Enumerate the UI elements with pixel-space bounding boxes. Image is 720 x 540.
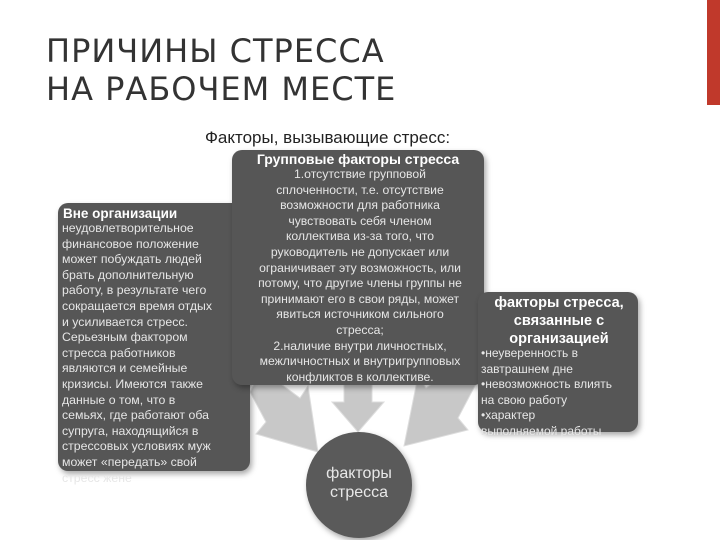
text-line: стрессовых условиях муж bbox=[62, 439, 211, 454]
text-line: выполняемой работы bbox=[481, 423, 602, 438]
text-line: коллектива из-за того, что bbox=[285, 229, 435, 244]
text-line: •невозможность влиять bbox=[481, 377, 613, 391]
group-factors-box bbox=[232, 150, 484, 385]
title-line-2: НА РАБОЧЕМ МЕСТЕ bbox=[46, 70, 397, 108]
text-line: принимают его в свои ряды, может bbox=[260, 291, 460, 306]
text-line: данные о том, что в bbox=[62, 392, 176, 407]
text-line: сокращается время отдых bbox=[62, 298, 212, 313]
circle-label bbox=[306, 464, 412, 502]
text-line: •неуверенность в bbox=[481, 346, 579, 360]
text-line: явиться источником сильного bbox=[276, 307, 444, 322]
text-line: на свою работу bbox=[481, 392, 568, 407]
text-line: финансовое положение bbox=[62, 236, 199, 251]
text-line: неудовлетворительное bbox=[62, 221, 194, 235]
text-line: 2.наличие внутри личностных, bbox=[273, 338, 447, 353]
organization-factors-heading bbox=[481, 294, 637, 348]
heading-line: факторы стресса, bbox=[494, 295, 624, 311]
text-line: руководитель не допускает или bbox=[270, 244, 450, 259]
external-factors-text bbox=[62, 221, 248, 486]
external-factors-heading: Вне организации bbox=[63, 206, 178, 221]
title-line-1: ПРИЧИНЫ СТРЕССА bbox=[46, 32, 385, 70]
circle-label-line-2: стресса bbox=[329, 484, 389, 501]
text-line: конфликтов в коллективе. bbox=[286, 369, 434, 384]
text-line: может побуждать людей bbox=[62, 252, 202, 267]
text-line: кризисы. Имеются также bbox=[62, 376, 203, 391]
heading-line: организацией bbox=[509, 331, 609, 347]
text-line: •характер bbox=[481, 408, 536, 422]
heading-line: связанные с bbox=[513, 313, 605, 329]
text-line: и усиливается стресс. bbox=[62, 314, 188, 329]
text-line: Серьезным фактором bbox=[62, 330, 188, 345]
organization-factors-text bbox=[481, 346, 637, 439]
text-line: работу, в результате чего bbox=[62, 283, 207, 298]
text-line: 1.отсутствие групповой bbox=[294, 167, 426, 181]
circle-label-line-1: факторы bbox=[326, 465, 392, 482]
stress-factors-circle bbox=[306, 432, 412, 538]
slide-subtitle: Факторы, вызывающие стресс: bbox=[205, 128, 451, 147]
external-factors-box bbox=[58, 203, 250, 485]
text-line: сплоченности, т.е. отсутствие bbox=[276, 182, 444, 197]
text-line: потому, что другие члены группы не bbox=[258, 276, 462, 291]
organization-factors-box bbox=[478, 292, 638, 438]
text-line: может «передать» свой bbox=[62, 454, 197, 469]
text-line: стресса; bbox=[336, 322, 384, 337]
text-line: ограничивает эту возможность, или bbox=[259, 260, 461, 275]
text-line: завтрашнем дне bbox=[481, 361, 573, 376]
text-line: возможности для работника bbox=[280, 198, 440, 213]
text-line: семьях, где работают оба bbox=[62, 408, 209, 423]
text-line: брать дополнительную bbox=[62, 267, 194, 282]
text-line: супруга, находящийся в bbox=[62, 423, 199, 438]
text-line: межличностных и внутригрупповых bbox=[259, 354, 461, 369]
group-factors-heading: Групповые факторы стресса bbox=[256, 151, 460, 167]
text-line: стресса работников bbox=[62, 345, 176, 360]
text-line: чувствовать себя членом bbox=[288, 213, 432, 228]
text-line: являются и семейные bbox=[62, 361, 188, 376]
group-factors-text bbox=[240, 167, 480, 385]
text-line: стресс жене bbox=[62, 470, 132, 485]
